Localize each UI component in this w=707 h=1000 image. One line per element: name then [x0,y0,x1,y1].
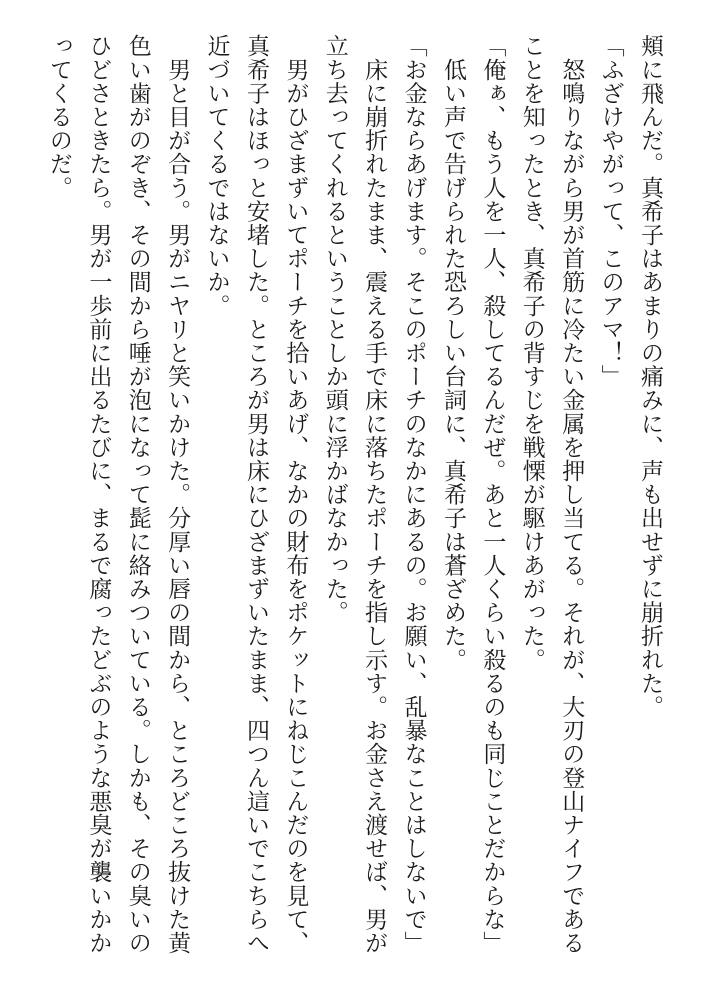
paragraph: 「お金ならあげます。そこのポーチのなかにあるの。お願い、乱暴なことはしないで」 [400,34,427,955]
paragraph: 「ふざけやがって、このアマ！」 [597,34,624,388]
paragraph: 男がひざまずいてポーチを拾いあげ、なかの財布をポケットにねじこんだのを見て、真希子はほっと安堵した。ところが男は床にひざまずいたまま、四つん這いでこちらへ近づいてくるではないか。 [203,34,309,955]
paragraph: 男と目が合う。男がニヤリと笑いかけた。分厚い唇の間から、ところどころ抜けた黄色い歯がのぞき、その間から唾が泡になって髭に絡みついている。しかも、その臭いのひどさときたら。男が一歩前に出るたびに、まるで腐ったどぶのような悪臭が襲いかかってくるのだ。 [45,34,191,955]
paragraph: 怒鳴りながら男が首筋に冷たい金属を押し当てる。それが、大刃の登山ナイフであることを知ったとき、真希子の背すじを戦慄が駆けあがった。 [518,34,585,955]
paragraph: 頬に飛んだ。真希子はあまりの痛みに、声も出せずに崩折れた。 [637,34,663,719]
paragraph: 床に崩折れたまま、震える手で床に落ちたポーチを指し示す。お金さえ渡せば、男が立ち去ってくれるということしか頭に浮かばなかった。 [321,34,388,955]
paragraph: 「俺ぁ、もう人を一人、殺してるんだぜ。あと一人くらい殺るのも同じことだからな」 [479,34,506,955]
paragraph: 低い声で告げられた恐ろしい台詞に、真希子は蒼ざめた。 [439,34,466,672]
vertical-text-body [29,34,669,974]
